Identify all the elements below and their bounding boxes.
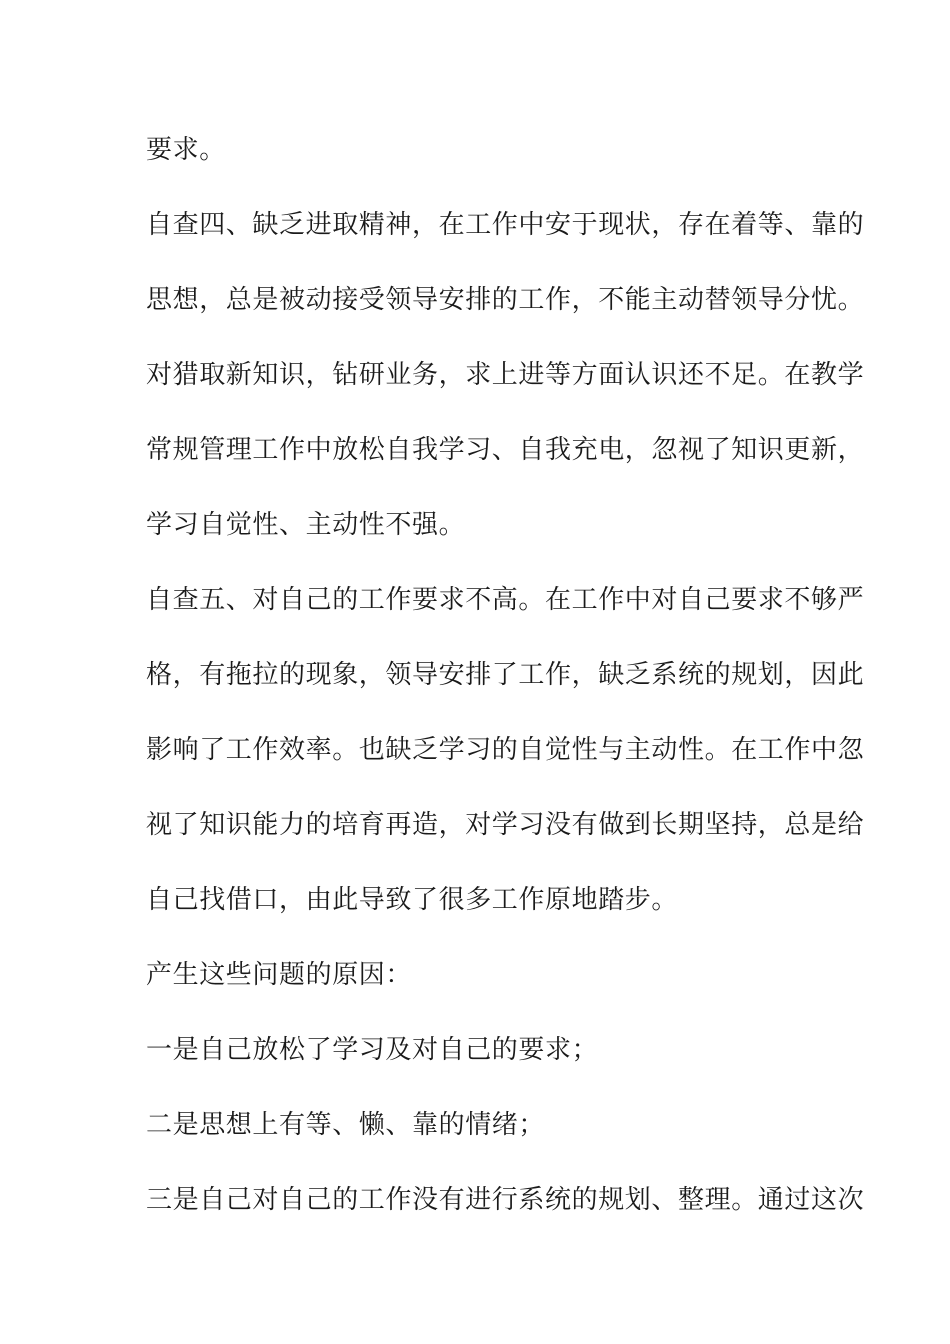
text-line: 自己找借口，由此导致了很多工作原地踏步。	[146, 885, 679, 915]
text-line: 思想，总是被动接受领导安排的工作，不能主动替领导分忧。	[146, 285, 865, 315]
text-line: 视了知识能力的培育再造，对学习没有做到长期坚持，总是给	[146, 810, 865, 840]
text-line: 格，有拖拉的现象，领导安排了工作，缺乏系统的规划，因此	[146, 660, 865, 690]
text-line: 三是自己对自己的工作没有进行系统的规划、整理。通过这次	[146, 1185, 865, 1215]
text-line: 学习自觉性、主动性不强。	[146, 510, 466, 540]
text-line: 影响了工作效率。也缺乏学习的自觉性与主动性。在工作中忽	[146, 735, 865, 765]
text-line: 产生这些问题的原因：	[146, 960, 413, 990]
text-line: 自查四、缺乏进取精神，在工作中安于现状，存在着等、靠的	[146, 210, 865, 240]
text-line: 自查五、对自己的工作要求不高。在工作中对自己要求不够严	[146, 585, 865, 615]
text-line: 一是自己放松了学习及对自己的要求；	[146, 1035, 599, 1065]
text-line: 要求。	[146, 135, 226, 165]
text-line: 常规管理工作中放松自我学习、自我充电，忽视了知识更新，	[146, 435, 865, 465]
text-line: 对猎取新知识，钻研业务，求上进等方面认识还不足。在教学	[146, 360, 865, 390]
text-line: 二是思想上有等、懒、靠的情绪；	[146, 1110, 546, 1140]
